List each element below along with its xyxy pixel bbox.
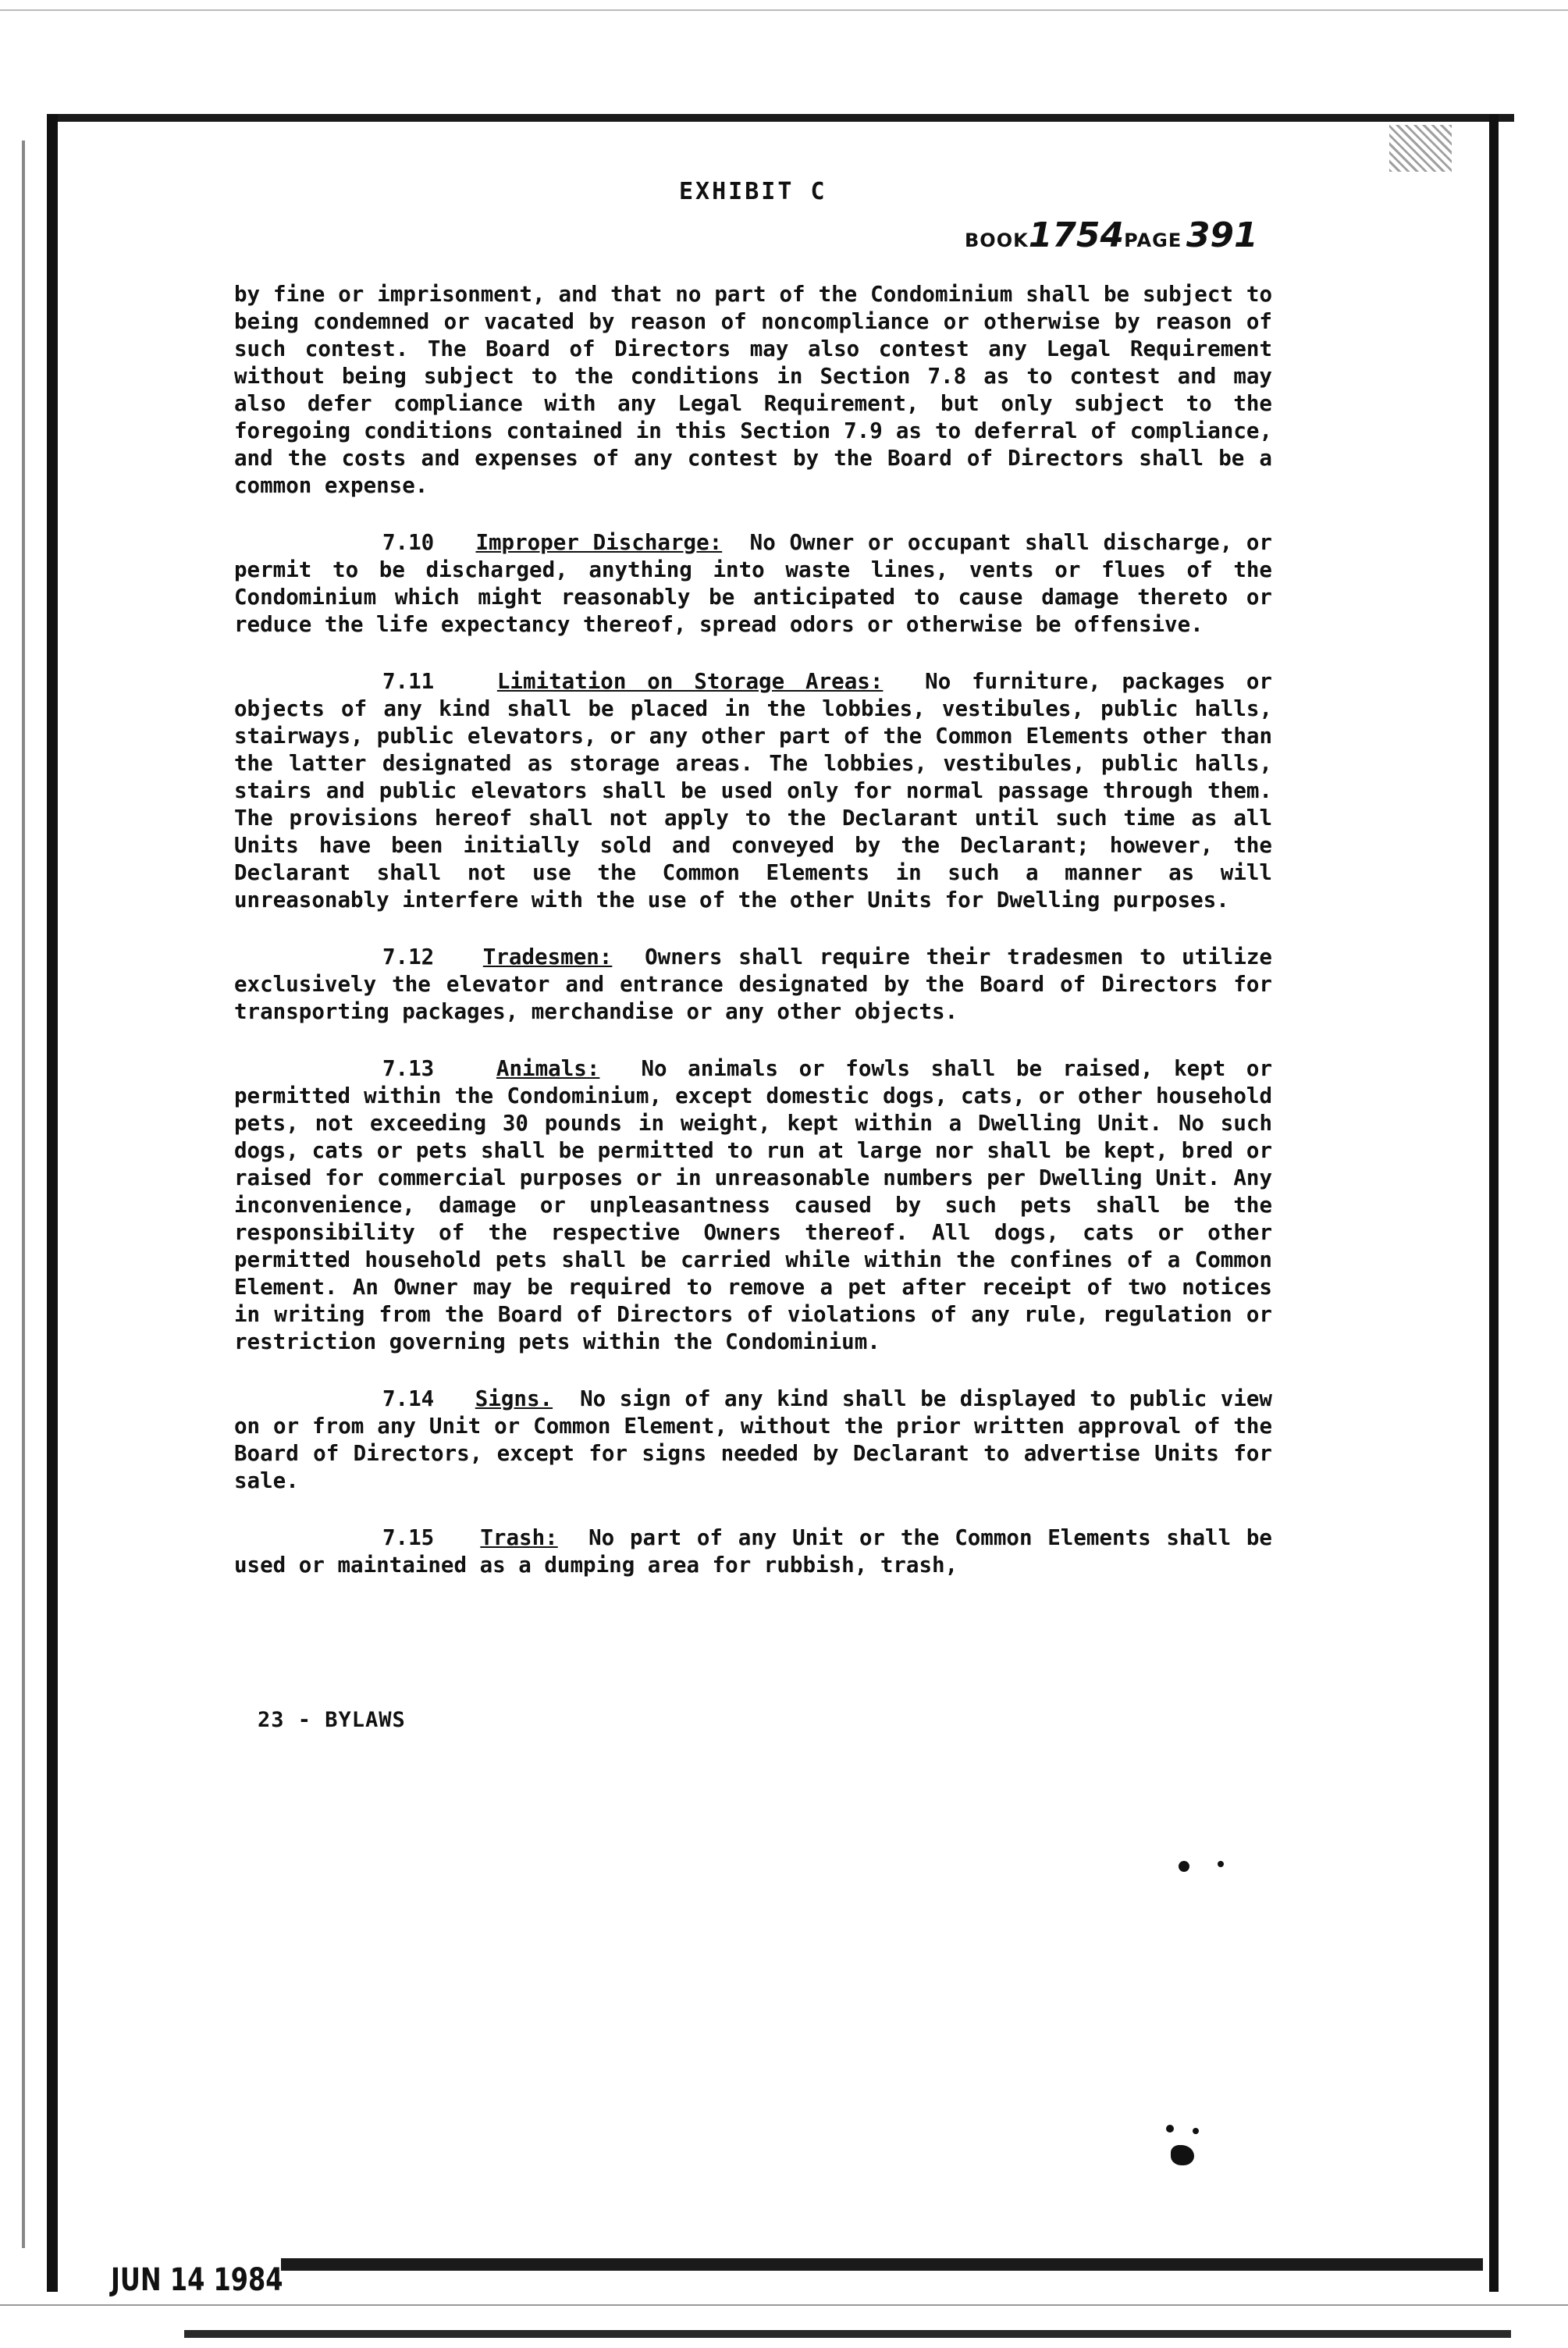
paragraph-text: No animals or fowls shall be raised, kept or permitted within the Condominium, except domestic dogs, cats, or other household pets, not exceeding 30 pounds in weight, kept within a Dwelling Unit. No such dogs, cats or pets shall be permitted to run at large nor shall be kept, bred or raised for commercial purposes or in unreasonable numbers per Dwelling Unit. Any inconvenience, damage or unpleasantness caused by such pets shall be the responsibility of the respective Owners thereof. All dogs, cats or other permitted household pets shall be carried while within the confines of a Common Element. An Owner may be required to remove a pet after receipt of two notices in writing from the Board of Directors of violations of any rule, regulation or restriction governing pets within the Condominium. bbox=[234, 1056, 1273, 1354]
section-number: 7.14 bbox=[382, 1386, 435, 1411]
date-stamp: JUN 14 1984 bbox=[111, 2262, 283, 2298]
scan-edge-line-bottom bbox=[0, 2304, 1568, 2306]
paragraph-text: by fine or imprisonment, and that no part of the Condominium shall be subject to being condemned or vacated by reason of noncompliance or otherwise by reason of such contest. The Board of Directors may also contest any Legal Requirement without being subject to the conditions in Section 7.8 as to contest and may also defer compliance with any Legal Requirement, but only subject to the foregoing conditions contained in this Section 7.9 as to deferral of compliance, and the costs and expenses of any contest by the Board of Directors shall be a common expense. bbox=[234, 282, 1272, 498]
ink-blot bbox=[1171, 2145, 1194, 2165]
paragraph-text: No furniture, packages or objects of any kind shall be placed in the lobbies, vestibules, public halls, stairways, public elevators, or any other part of the Common Elements other than the latter designated as storage areas. The lobbies, vestibules, public halls, stairs and public elevators shall be used only for normal passage through them. The provisions hereof shall not apply to the Declarant until such time as all Units have been initially sold and conveyed by the Declarant; however, the Declarant shall not use the Common Elements in such a manner as will unreasonably interfere with the use of the other Units for Dwelling purposes. bbox=[234, 669, 1272, 913]
paragraph-7-11 bbox=[234, 668, 1272, 914]
section-heading: Animals: bbox=[496, 1056, 600, 1081]
ink-blot bbox=[1193, 2128, 1199, 2134]
section-number: 7.10 bbox=[382, 530, 435, 555]
paragraph-7-13 bbox=[234, 1055, 1272, 1356]
scan-edge-line-top bbox=[0, 9, 1568, 11]
paragraph-text: No Owner or occupant shall discharge, or permit to be discharged, anything into waste lines, vents or flues of the Condominium which might reasonably be anticipated to cause damage thereto or reduce the life expectancy thereof, spread odors or otherwise be offensive. bbox=[234, 530, 1272, 637]
page-border-left bbox=[47, 114, 58, 2292]
exhibit-label: EXHIBIT C bbox=[679, 178, 827, 205]
section-heading: Tradesmen: bbox=[482, 945, 613, 969]
scan-edge-strip-bottom bbox=[184, 2330, 1511, 2338]
page-border-top bbox=[47, 114, 1514, 122]
section-heading: Improper Discharge: bbox=[475, 530, 723, 555]
paragraph-7-9-continued bbox=[234, 281, 1272, 500]
bylaws-body bbox=[234, 281, 1272, 1609]
page-border-right bbox=[1489, 114, 1499, 2292]
paragraph-7-15 bbox=[234, 1524, 1272, 1579]
section-number: 7.15 bbox=[382, 1525, 435, 1550]
paragraph-text: Owners shall require their tradesmen to utilize exclusively the elevator and entrance designated by the Board of Directors for transporting packages, merchandise or any other objects. bbox=[234, 945, 1272, 1024]
scan-noise-corner bbox=[1389, 125, 1452, 172]
section-heading: Limitation on Storage Areas: bbox=[496, 669, 884, 694]
section-heading: Signs. bbox=[475, 1386, 553, 1411]
page-footer: 23 - BYLAWS bbox=[258, 1708, 406, 1732]
paragraph-text: No sign of any kind shall be displayed to public view on or from any Unit or Common Element, without the prior written approval of the Board of Directors, except for signs needed by Declarant to advertise Units for sale. bbox=[234, 1386, 1272, 1493]
section-number: 7.12 bbox=[382, 945, 435, 969]
book-page-reference bbox=[965, 215, 1258, 255]
paragraph-text: No part of any Unit or the Common Elements shall be used or maintained as a dumping area for rubbish, trash, bbox=[234, 1525, 1272, 1578]
ink-blot bbox=[1218, 1861, 1224, 1867]
scan-edge-line-left bbox=[22, 141, 25, 2248]
paragraph-7-10 bbox=[234, 529, 1272, 639]
ink-blot bbox=[1166, 2125, 1174, 2133]
paragraph-7-14 bbox=[234, 1386, 1272, 1495]
section-number: 7.11 bbox=[382, 669, 435, 694]
page-border-bottom bbox=[281, 2258, 1483, 2271]
paragraph-7-12 bbox=[234, 944, 1272, 1026]
section-number: 7.13 bbox=[382, 1056, 435, 1081]
ink-blot bbox=[1179, 1861, 1189, 1872]
book-label: BOOK bbox=[965, 229, 1029, 251]
page-number: 391 bbox=[1186, 215, 1258, 255]
book-number: 1754 bbox=[1028, 215, 1125, 255]
page-label: PAGE bbox=[1124, 229, 1182, 251]
section-heading: Trash: bbox=[480, 1525, 558, 1550]
